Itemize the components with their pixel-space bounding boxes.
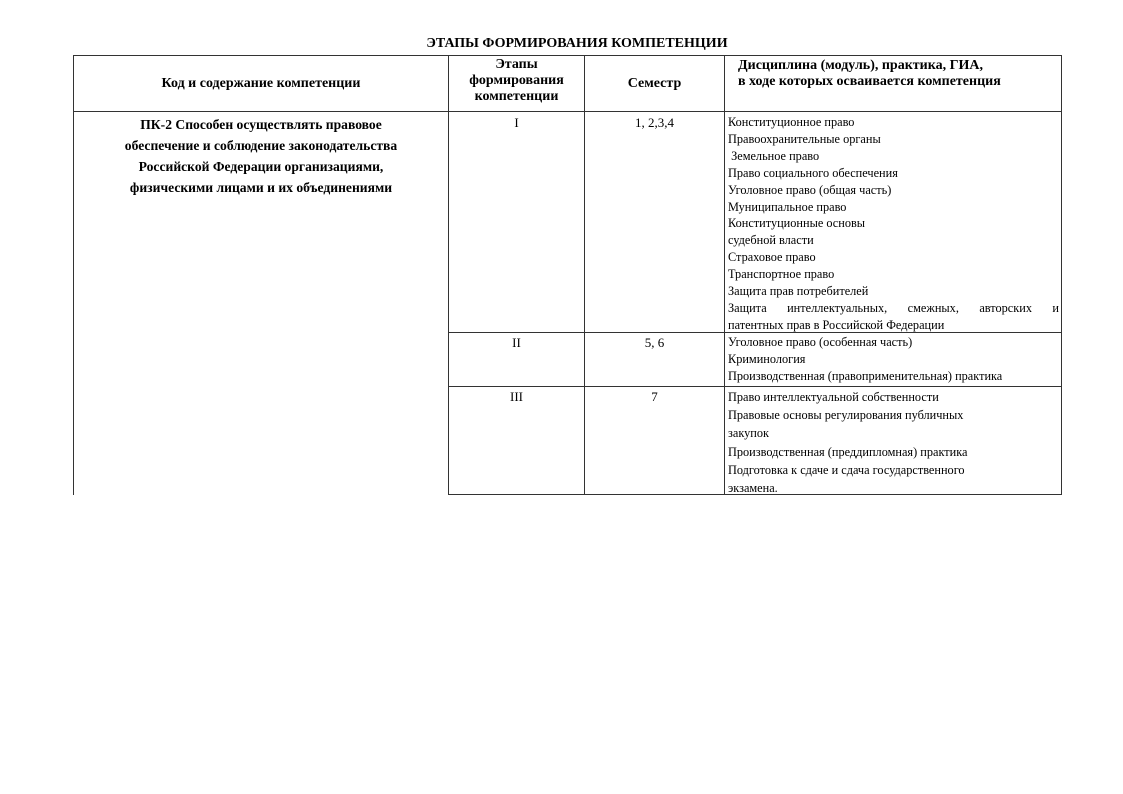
stage-cell: I (514, 115, 519, 130)
semester-cell: 1, 2,3,4 (635, 115, 674, 130)
semester-cell: 7 (651, 389, 658, 404)
discipline-item: Защита прав потребителей (728, 284, 869, 299)
discipline-item: Производственная (преддипломная) практика (728, 444, 968, 459)
discipline-item: Право социального обеспечения (728, 165, 898, 180)
header-discipline (738, 58, 1001, 90)
header-stage-line2: формирования (469, 73, 564, 88)
competence-line: физическими лицами и их объединениями (129, 180, 393, 195)
discipline-item: Подготовка к сдаче и сдача государственного (728, 462, 965, 477)
competence-line: Российской Федерации организациями, (138, 159, 384, 174)
table-border-top (73, 55, 1062, 56)
competence-line: обеспечение и соблюдение законодательства (124, 138, 398, 153)
header-semester: Семестр (627, 76, 682, 91)
competence-line: ПК-2 Способен осуществлять правовое (140, 117, 382, 132)
discipline-list (728, 388, 1059, 497)
table-border-right (1061, 55, 1062, 495)
header-divider (73, 111, 1062, 112)
discipline-item: экзамена. (728, 481, 778, 496)
discipline-list (728, 114, 1059, 334)
discipline-item: Земельное право (728, 148, 820, 163)
discipline-item: Производственная (правоприменительная) практика (728, 368, 1003, 383)
discipline-item: Правовые основы регулирования публичных (728, 408, 964, 423)
discipline-item: патентных прав в Российской Федерации (728, 317, 945, 332)
column-divider-3 (724, 55, 725, 495)
stage-cell: II (512, 335, 521, 350)
stage-cell: III (510, 389, 523, 404)
discipline-list (728, 334, 1059, 385)
discipline-item: Транспортное право (728, 267, 835, 282)
discipline-item: закупок (728, 426, 769, 441)
discipline-item: Правоохранительные органы (728, 131, 881, 146)
discipline-item: Право интеллектуальной собственности (728, 390, 939, 404)
table-border-left (73, 55, 74, 495)
discipline-item: судебной власти (728, 233, 814, 248)
header-stage-line3: компетенции (474, 89, 559, 104)
header-stage (449, 57, 584, 105)
semester-cell: 5, 6 (644, 335, 665, 350)
row-divider-2 (448, 386, 1062, 387)
discipline-item: Конституционное право (728, 115, 855, 129)
discipline-item: Криминология (728, 351, 806, 366)
document-title: ЭТАПЫ ФОРМИРОВАНИЯ КОМПЕТЕНЦИИ (426, 36, 728, 51)
header-competence: Код и содержание компетенции (161, 76, 361, 91)
competence-description (75, 114, 447, 198)
header-stage-line1: Этапы (495, 57, 538, 72)
discipline-item: Уголовное право (общая часть) (728, 182, 892, 197)
discipline-item: Уголовное право (особенная часть) (728, 335, 913, 349)
discipline-item: Защита интеллектуальных, смежных, авторских и (728, 300, 1059, 315)
discipline-item: Конституционные основы (728, 216, 866, 231)
header-discipline-line1: Дисциплина (модуль), практика, ГИА, (738, 58, 983, 73)
discipline-item: Страховое право (728, 250, 816, 265)
header-discipline-line2: в ходе которых осваивается компетенция (738, 74, 1001, 89)
discipline-item: Муниципальное право (728, 199, 847, 214)
